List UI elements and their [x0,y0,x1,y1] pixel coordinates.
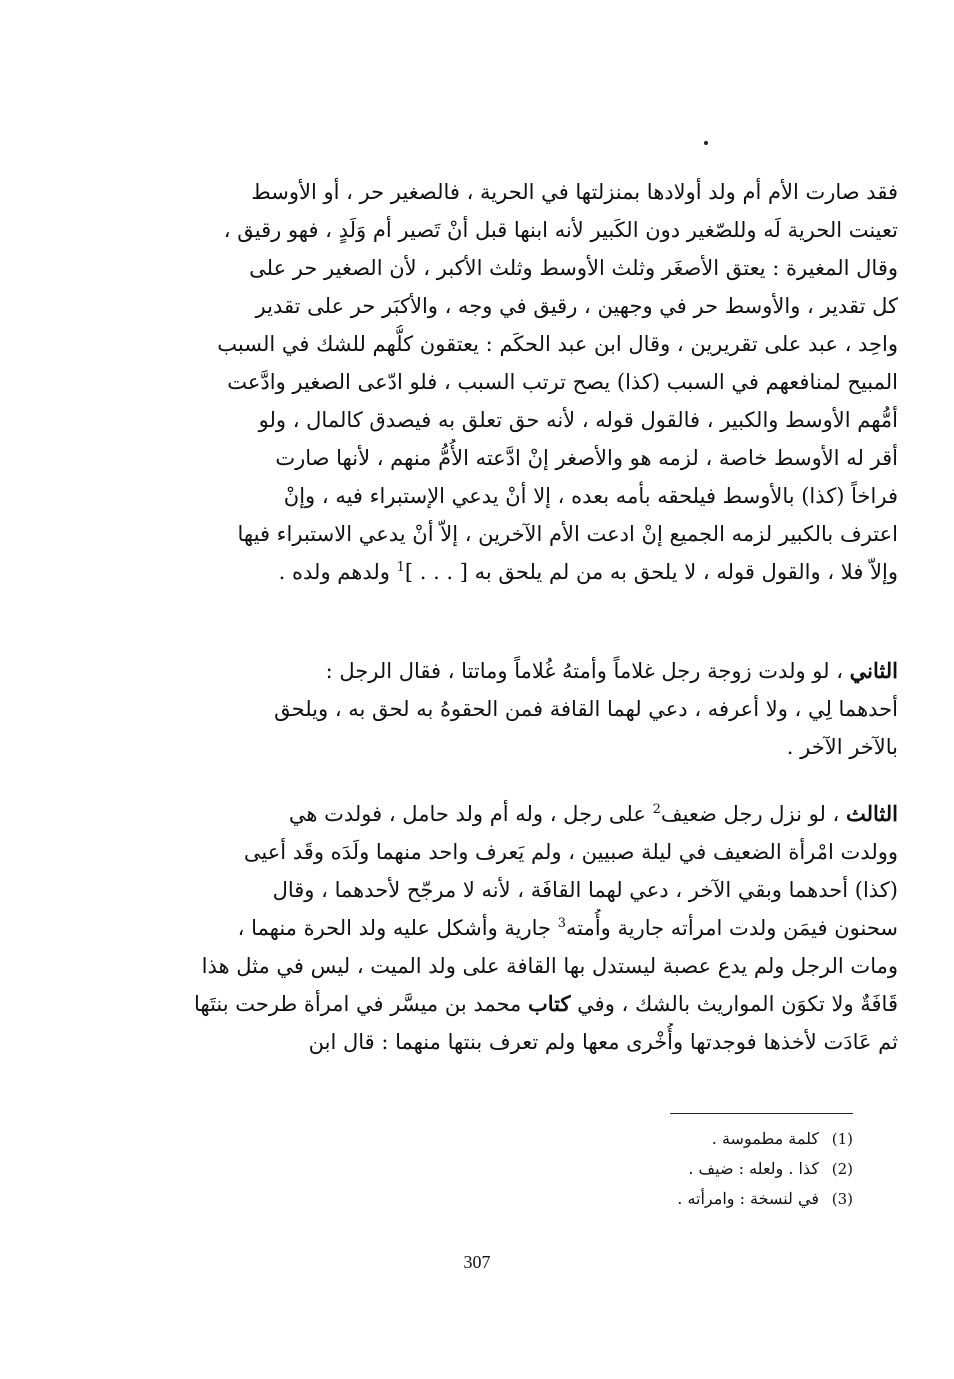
footnotes [500,1124,853,1214]
text-line: أحدهما لِي ، ولا أعرفه ، دعي لهما القافة فمن الحقوهُ به لحق به ، ويلحق [274,697,898,721]
text-segment: جارية وأشكل عليه ولد الحرة منهما ، [237,916,558,940]
footnote-text: في لنسخة : وامرأته . [677,1189,819,1208]
text-line: واحِد ، عبد على تقريرين ، وقال ابن عبد الحكَم : يعتقون كلُّهم للشك في السبب [217,332,898,356]
text-line: بالآخر الآخر . [786,735,898,759]
footnote-number: (1) [831,1130,853,1148]
text-line: تعينت الحرية لَه وللصّغير دون الكَبير لأنه ابنها قبل أنْ تَصير أم وَلَدٍ ، فهو رقيق ، [223,218,898,242]
footnote-ref-1: 1 [396,560,405,575]
page-number: 307 [463,1252,491,1272]
text-line [180,985,898,1023]
footnote-number: (2) [831,1160,853,1178]
footnote-item [500,1154,853,1184]
footnote-text: كذا . ولعله : ضيف . [688,1159,819,1178]
text-segment: ولدهم ولده . [278,560,397,584]
text-line-last [180,553,898,591]
text-line: أقر له الأوسط خاصة ، لزمه هو والأصغر إنْ ادَّعته الأُمُّ منهم ، لأنها صارت [275,446,898,470]
text-line: المبيح لمنافعهم في السبب (كذا) يصح ترتب السبب ، فلو ادّعى الصغير وادَّعت [227,370,898,394]
footnote-ref-3: 3 [557,916,566,931]
text-line: اعترف بالكبير لزمه الجميع إنْ ادعت الأم الآخرين ، إلاّ أنْ يدعي الاستبراء فيها [237,522,898,546]
text-line: (كذا) أحدهما وبقي الآخر ، دعي لهما القافَة ، لأنه لا مرجّح لأحدهما ، وقال [272,878,898,902]
text-segment: على رجل ، وله أم ولد حامل ، فولدت هي [288,802,653,826]
paragraph-2 [180,652,898,766]
text-line: ثم عَادَت لأخذها فوجدتها وأُخْرى معها ولم تعرف بنتها منهما : قال ابن [308,1030,898,1054]
text-segment: وإلاّ فلا ، والقول قوله ، لا يلحق به من لم يلحق به [ . . . ] [404,560,898,584]
scan-speck [704,141,708,145]
bold-word-kitab: كتاب [527,991,571,1016]
footnote-number: (3) [831,1190,853,1208]
text-segment: ، لو ولدت زوجة رجل غلاماً وأمتهُ غُلاماً وماتتا ، فقال الرجل : [325,659,850,683]
text-line: وولدت امْرأة الضعيف في ليلة صبيين ، ولم يَعرف واحد منهما ولَدَه وقَد أعيى [243,840,898,864]
text-line: كل تقدير ، والأوسط حر في وجهين ، رقيق في وجه ، والأكبَر حر على تقدير [255,294,898,318]
footnote-item [500,1184,853,1214]
footnote-item [500,1124,853,1154]
text-line: فقد صارت الأم أم ولد أولادها بمنزلتها في الحرية ، فالصغير حر ، أو الأوسط [251,180,898,204]
text-line [180,909,898,947]
text-line: ومات الرجل ولم يدع عصبة ليستدل بها القافة على ولد الميت ، ليس في مثل هذا [201,954,898,978]
text-line: فراخاً (كذا) بالأوسط فيلحقه بأمه بعده ، إلا أنْ يدعي الإستبراء فيه ، وإنْ [283,484,898,508]
section-lead-third: الثالث [846,801,898,826]
text-line [180,652,898,690]
text-segment: قَافَةٌ ولا تكوَن المواريث بالشك ، وفي [570,992,898,1016]
text-line: وقال المغيرة : يعتق الأصغَر وثلث الأوسط وثلث الأكبر ، لأن الصغير حر على [249,256,898,280]
section-lead-second: الثاني [849,658,898,683]
footnote-text: كلمة مطموسة . [711,1129,819,1148]
footnote-ref-2: 2 [652,802,661,817]
paragraph-3 [180,795,898,1061]
paragraph-1 [180,173,898,591]
text-line: أمُّهم الأوسط والكبير ، فالقول قوله ، لأنه حق تعلق به فيصدق كالمال ، ولو [258,408,898,432]
text-segment: ، لو نزل رجل ضعيف [660,802,846,826]
footnote-separator [670,1113,853,1114]
text-segment: محمد بن ميسَّر في امرأة طرحت بنتَها [194,992,528,1016]
text-segment: سحنون فيمَن ولدت امرأته جارية وأُمته [565,916,898,940]
text-line [180,795,898,833]
